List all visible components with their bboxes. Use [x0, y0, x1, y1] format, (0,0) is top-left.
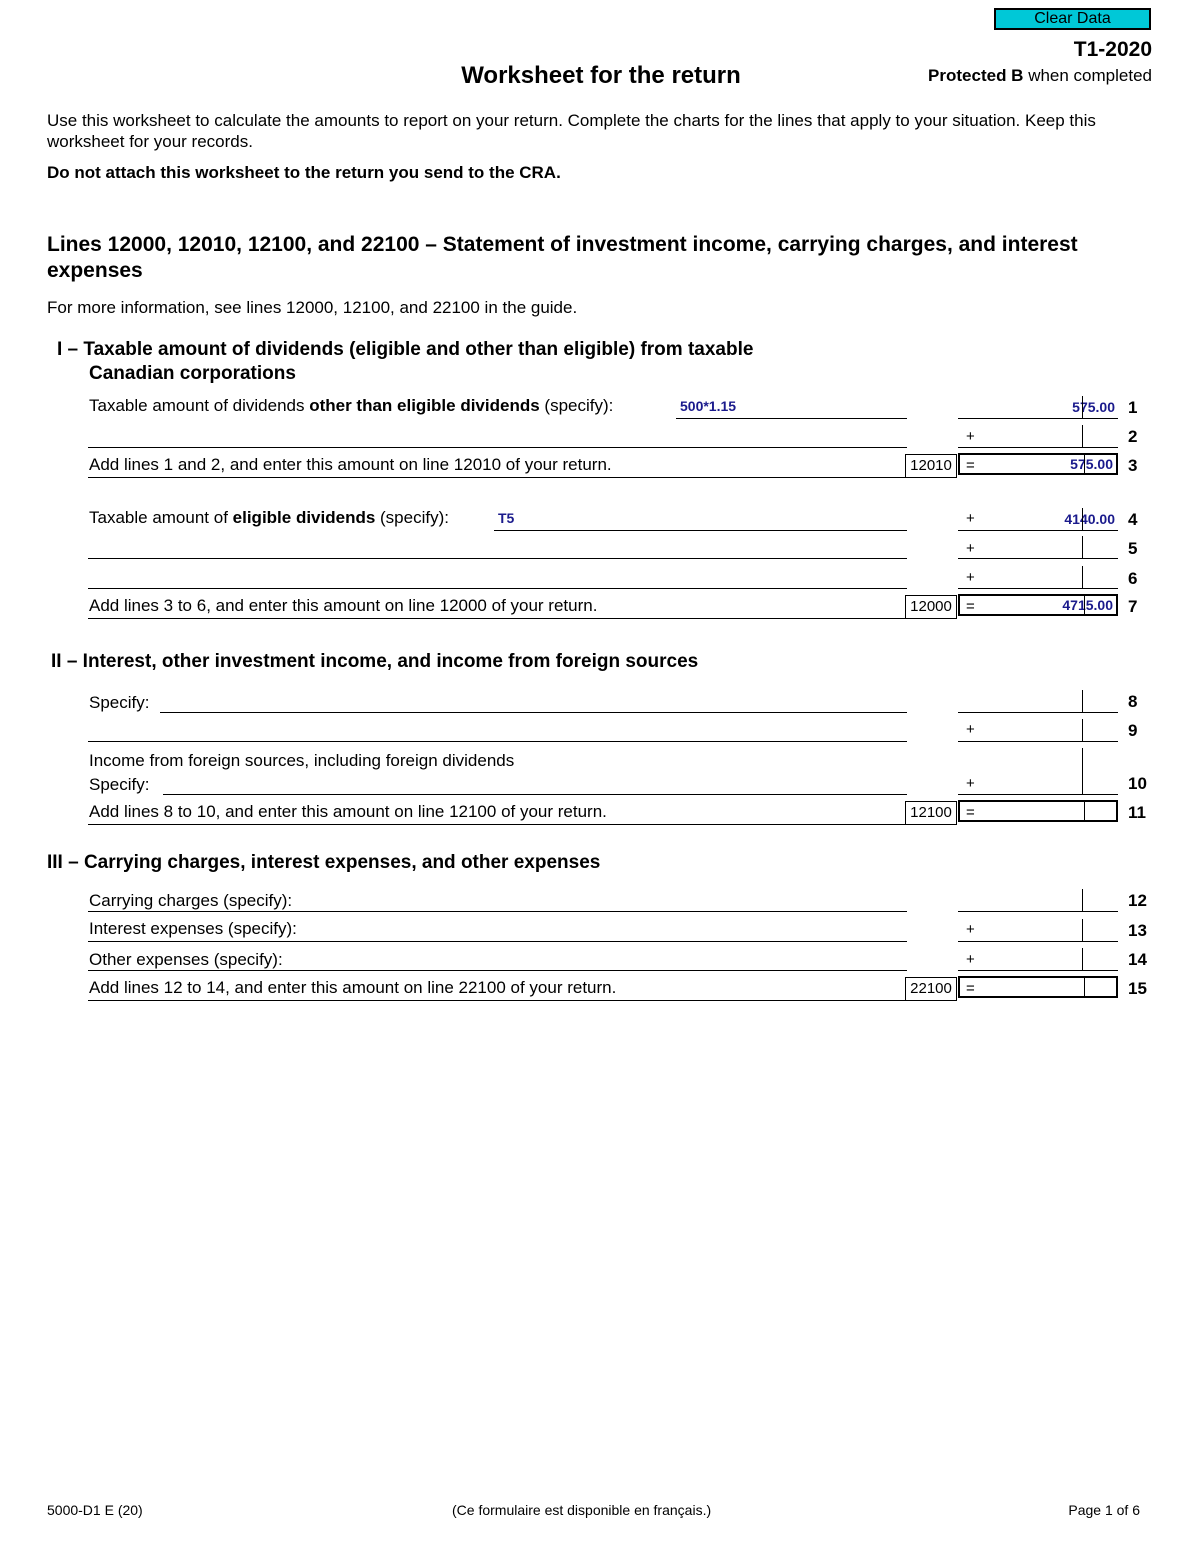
plus-sign: +	[966, 510, 975, 527]
line-13-label: Interest expenses (specify):	[89, 919, 297, 938]
line-15-label: Add lines 12 to 14, and enter this amount on line 22100 of your return.	[89, 978, 617, 997]
line-number: 3	[1128, 456, 1138, 475]
section-1-heading: I – Taxable amount of dividends (eligible and other than eligible) from taxable Canadian corporations	[57, 339, 754, 384]
equals-sign: =	[966, 804, 975, 821]
line-number: 8	[1128, 692, 1138, 711]
line-11-label: Add lines 8 to 10, and enter this amount on line 12100 of your return.	[89, 802, 607, 821]
line-10-amount[interactable]	[958, 772, 1118, 794]
protected-bold: Protected B	[928, 66, 1024, 85]
line-number: 2	[1128, 427, 1138, 446]
line-1-specify-value[interactable]: 500*1.15	[680, 398, 737, 414]
line-12-label: Carrying charges (specify):	[89, 891, 293, 910]
line-6-amount[interactable]	[958, 566, 1118, 588]
plus-sign: +	[966, 569, 975, 586]
line-15-amount[interactable]	[958, 976, 1118, 998]
more-info-text: For more information, see lines 12000, 12100, and 22100 in the guide.	[47, 298, 578, 317]
plus-sign: +	[966, 540, 975, 557]
page-title: Worksheet for the return	[461, 62, 741, 89]
line-1-label: Taxable amount of dividends other than eligible dividends (specify):	[89, 396, 614, 415]
line-8-label: Specify:	[89, 693, 150, 712]
section-3-heading: III – Carrying charges, interest expenses, and other expenses	[47, 852, 601, 873]
intro-text: Use this worksheet to calculate the amounts to report on your return. Complete the charts for the lines that apply to your situation. Keep this worksheet for your records.	[47, 111, 1096, 151]
line-number: 11	[1128, 803, 1146, 822]
line-number: 5	[1128, 539, 1138, 558]
line-9-amount[interactable]	[958, 719, 1118, 741]
line-12000-code: 12000	[905, 595, 957, 619]
plus-sign: +	[966, 721, 975, 738]
line-14-amount[interactable]	[958, 948, 1118, 970]
line-number: 13	[1128, 921, 1147, 940]
protected-rest: when completed	[1023, 66, 1152, 85]
line-3-amount[interactable]	[958, 453, 1118, 475]
line-number: 7	[1128, 597, 1138, 616]
line-number: 15	[1128, 979, 1147, 998]
line-number: 10	[1128, 774, 1147, 793]
equals-sign: =	[966, 457, 975, 474]
line-3-label: Add lines 1 and 2, and enter this amount on line 12010 of your return.	[89, 455, 612, 474]
plus-sign: +	[966, 428, 975, 445]
line-10-label-1: Income from foreign sources, including foreign dividends	[89, 751, 515, 770]
line-11-amount[interactable]	[958, 800, 1118, 822]
line-4-amount[interactable]	[958, 508, 1118, 530]
plus-sign: +	[966, 921, 975, 938]
line-2-amount[interactable]	[958, 425, 1118, 447]
line-14-label: Other expenses (specify):	[89, 950, 283, 969]
line-number: 12	[1128, 891, 1147, 910]
line-number: 4	[1128, 510, 1138, 529]
line-4-specify-value[interactable]: T5	[498, 510, 515, 526]
clear-data-button[interactable]: Clear Data	[994, 8, 1151, 30]
line-7-label: Add lines 3 to 6, and enter this amount on line 12000 of your return.	[89, 596, 598, 615]
footer-page-number: Page 1 of 6	[1068, 1502, 1140, 1518]
attach-warning: Do not attach this worksheet to the return you send to the CRA.	[47, 163, 561, 182]
line-7-amount[interactable]	[958, 594, 1118, 616]
line-number: 14	[1128, 950, 1147, 969]
line-13-amount[interactable]	[958, 919, 1118, 941]
footer-form-code: 5000-D1 E (20)	[47, 1502, 143, 1518]
equals-sign: =	[966, 598, 975, 615]
line-number: 9	[1128, 721, 1138, 740]
line-number: 1	[1128, 398, 1138, 417]
line-8-amount[interactable]	[958, 690, 1118, 712]
line-12-amount[interactable]	[958, 889, 1118, 911]
line-number: 6	[1128, 569, 1138, 588]
statement-heading: Lines 12000, 12010, 12100, and 22100 – Statement of investment income, carrying charges, and interest expenses	[47, 233, 1078, 282]
line-5-amount[interactable]	[958, 536, 1118, 558]
form-id: T1-2020	[1073, 38, 1152, 61]
line-22100-code: 22100	[905, 977, 957, 1001]
line-10-label-2: Specify:	[89, 775, 150, 794]
line-1-amount[interactable]	[958, 396, 1118, 418]
plus-sign: +	[966, 775, 975, 792]
section-2-heading: II – Interest, other investment income, and income from foreign sources	[51, 651, 699, 672]
footer-french-notice: (Ce formulaire est disponible en français.)	[452, 1502, 712, 1518]
plus-sign: +	[966, 951, 975, 968]
line-12100-code: 12100	[905, 801, 957, 825]
line-4-label: Taxable amount of eligible dividends (specify):	[89, 508, 449, 527]
line-12010-code: 12010	[905, 454, 957, 478]
equals-sign: =	[966, 980, 975, 997]
